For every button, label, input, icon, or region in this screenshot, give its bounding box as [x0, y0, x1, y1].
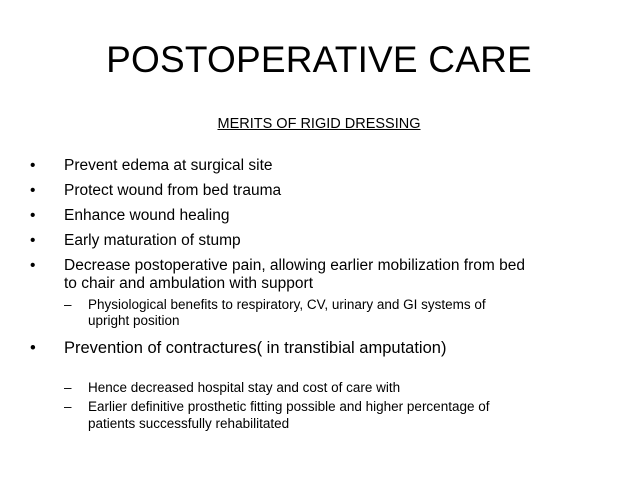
sub-bullet-item: Hence decreased hospital stay and cost of care with	[88, 380, 401, 395]
bullet-icon: •	[30, 182, 36, 199]
bullet-item-line: Decrease postoperative pain, allowing earlier mobilization from bed	[64, 257, 525, 274]
bullet-icon: •	[30, 157, 36, 174]
dash-icon: –	[64, 399, 72, 414]
dash-icon: –	[64, 380, 72, 395]
sub-bullet-item-line: Physiological benefits to respiratory, CV, urinary and GI systems of	[88, 297, 486, 312]
bullet-item: Early maturation of stump	[64, 232, 241, 249]
bullet-icon: •	[30, 257, 36, 274]
bullet-item: Enhance wound healing	[64, 207, 230, 224]
bullet-item-line: to chair and ambulation with support	[64, 275, 314, 292]
dash-icon: –	[64, 297, 72, 312]
bullet-item: Protect wound from bed trauma	[64, 182, 282, 199]
bullet-item: Prevent edema at surgical site	[64, 157, 273, 174]
bullet-icon: •	[30, 232, 36, 249]
bullet-item: Prevention of contractures( in transtibial amputation)	[64, 339, 447, 357]
slide-title: POSTOPERATIVE CARE	[106, 39, 532, 80]
slide-subtitle: MERITS OF RIGID DRESSING	[217, 116, 421, 132]
sub-bullet-item-line: patients successfully rehabilitated	[88, 416, 290, 431]
bullet-icon: •	[30, 207, 36, 224]
sub-bullet-item-line: upright position	[88, 313, 180, 328]
bullet-icon: •	[30, 339, 36, 357]
sub-bullet-item-line: Earlier definitive prosthetic fitting possible and higher percentage of	[88, 399, 490, 414]
